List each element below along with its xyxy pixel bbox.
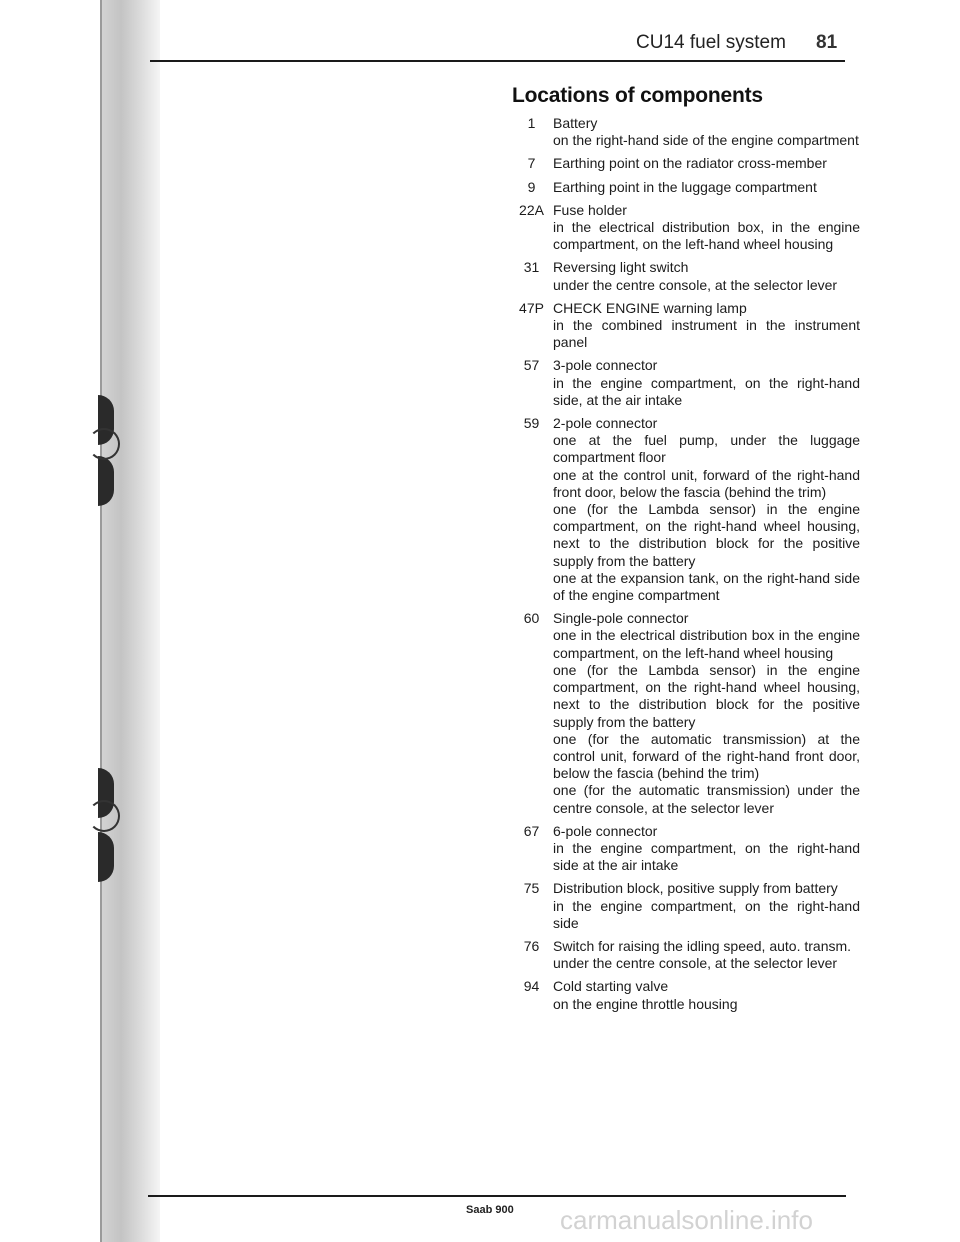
item-location: one at the control unit, forward of the right-hand front door, below the fascia (behind the trim) <box>553 466 860 500</box>
list-item <box>510 115 860 149</box>
item-label: Single-pole connector <box>553 610 689 627</box>
list-item <box>510 202 860 254</box>
item-number: 47P <box>519 299 544 316</box>
item-label: Fuse holder <box>553 201 627 218</box>
page-number: 81 <box>816 32 838 53</box>
watermark: carmanualsonline.info <box>560 1205 813 1235</box>
item-location: one at the fuel pump, under the luggage compartment floor <box>553 432 860 466</box>
item-label: Reversing light switch <box>553 259 689 276</box>
item-number: 31 <box>523 259 540 276</box>
item-label: Battery <box>553 115 598 131</box>
item-body <box>553 115 860 149</box>
item-body <box>553 823 860 875</box>
list-item <box>510 610 860 816</box>
item-label: Earthing point on the radiator cross-member <box>553 155 827 172</box>
section-title: Locations of components <box>512 84 763 107</box>
item-number: 94 <box>523 978 540 995</box>
item-number: 57 <box>523 357 540 374</box>
item-location: one (for the automatic transmission) under the centre console, at the selector lever <box>553 782 860 816</box>
item-body <box>553 978 860 1012</box>
item-body <box>553 610 860 816</box>
item-number: 67 <box>523 822 540 839</box>
list-item <box>510 357 860 409</box>
item-body <box>553 415 860 604</box>
item-number: 60 <box>523 610 540 627</box>
list-item <box>510 938 860 972</box>
item-location: in the combined instrument in the instrument panel <box>553 317 860 351</box>
item-location: on the engine throttle housing <box>553 995 738 1012</box>
item-location: on the right-hand side of the engine compartment <box>553 132 859 149</box>
footer-model: Saab 900 <box>466 1204 514 1216</box>
item-number: 22A <box>519 201 544 218</box>
item-label: CHECK ENGINE warning lamp <box>553 299 747 316</box>
item-label: 2-pole connector <box>553 415 658 432</box>
item-number: 76 <box>523 937 540 954</box>
item-number: 75 <box>523 880 540 897</box>
item-location: one in the electrical distribution box in the engine compartment, on the left-hand wheel housing <box>553 627 860 661</box>
item-body <box>553 938 860 972</box>
item-label: 6-pole connector <box>553 822 658 839</box>
item-location: one at the expansion tank, on the right-hand side of the engine compartment <box>553 569 860 604</box>
item-body <box>553 357 860 409</box>
item-number: 7 <box>527 155 536 172</box>
item-label: Cold starting valve <box>553 978 669 995</box>
item-number: 59 <box>523 415 540 432</box>
item-location: one (for the automatic transmission) at the control unit, forward of the right-hand front door, below the fascia (behind the trim) <box>553 730 860 782</box>
footer-rule <box>148 1195 846 1197</box>
component-list <box>510 115 860 1019</box>
item-number: 1 <box>527 115 536 131</box>
item-location: under the centre console, at the selector lever <box>553 955 838 972</box>
list-item <box>510 880 860 932</box>
item-label: Distribution block, positive supply from battery <box>553 880 838 897</box>
item-body <box>553 259 860 293</box>
item-location: in the electrical distribution box, in the engine compartment, on the left-hand wheel housing <box>553 219 860 253</box>
item-location: under the centre console, at the selector lever <box>553 276 838 293</box>
binder-ring <box>88 428 120 460</box>
item-body <box>553 880 860 932</box>
item-body <box>553 179 860 196</box>
list-item <box>510 300 860 352</box>
list-item <box>510 978 860 1012</box>
item-location: in the engine compartment, on the right-hand side <box>553 897 860 931</box>
item-label: Switch for raising the idling speed, auto. transm. <box>553 937 852 954</box>
page-binding-shadow <box>100 0 160 1242</box>
item-location: one (for the Lambda sensor) in the engine compartment, on the right-hand wheel housing, next to the distribution block for the positive supply from the battery <box>553 501 860 569</box>
item-body <box>553 300 860 352</box>
list-item <box>510 823 860 875</box>
item-location: one (for the Lambda sensor) in the engine compartment, on the right-hand wheel housing, next to the distribution block for the positive supply from the battery <box>553 661 860 730</box>
list-item <box>510 155 860 172</box>
item-body <box>553 155 860 172</box>
binder-ring <box>88 800 120 832</box>
item-label: 3-pole connector <box>553 357 658 374</box>
item-label: Earthing point in the luggage compartment <box>553 178 817 195</box>
list-item <box>510 179 860 196</box>
item-location: in the engine compartment, on the right-hand side at the air intake <box>553 839 860 874</box>
page-binding-edge <box>100 0 102 1242</box>
header-rule <box>150 60 845 62</box>
header-title: CU14 fuel system <box>636 32 786 53</box>
list-item <box>510 415 860 604</box>
item-body <box>553 202 860 254</box>
item-number: 9 <box>527 178 536 195</box>
list-item <box>510 259 860 293</box>
item-location: in the engine compartment, on the right-hand side, at the air intake <box>553 374 860 408</box>
page-header <box>620 30 870 64</box>
